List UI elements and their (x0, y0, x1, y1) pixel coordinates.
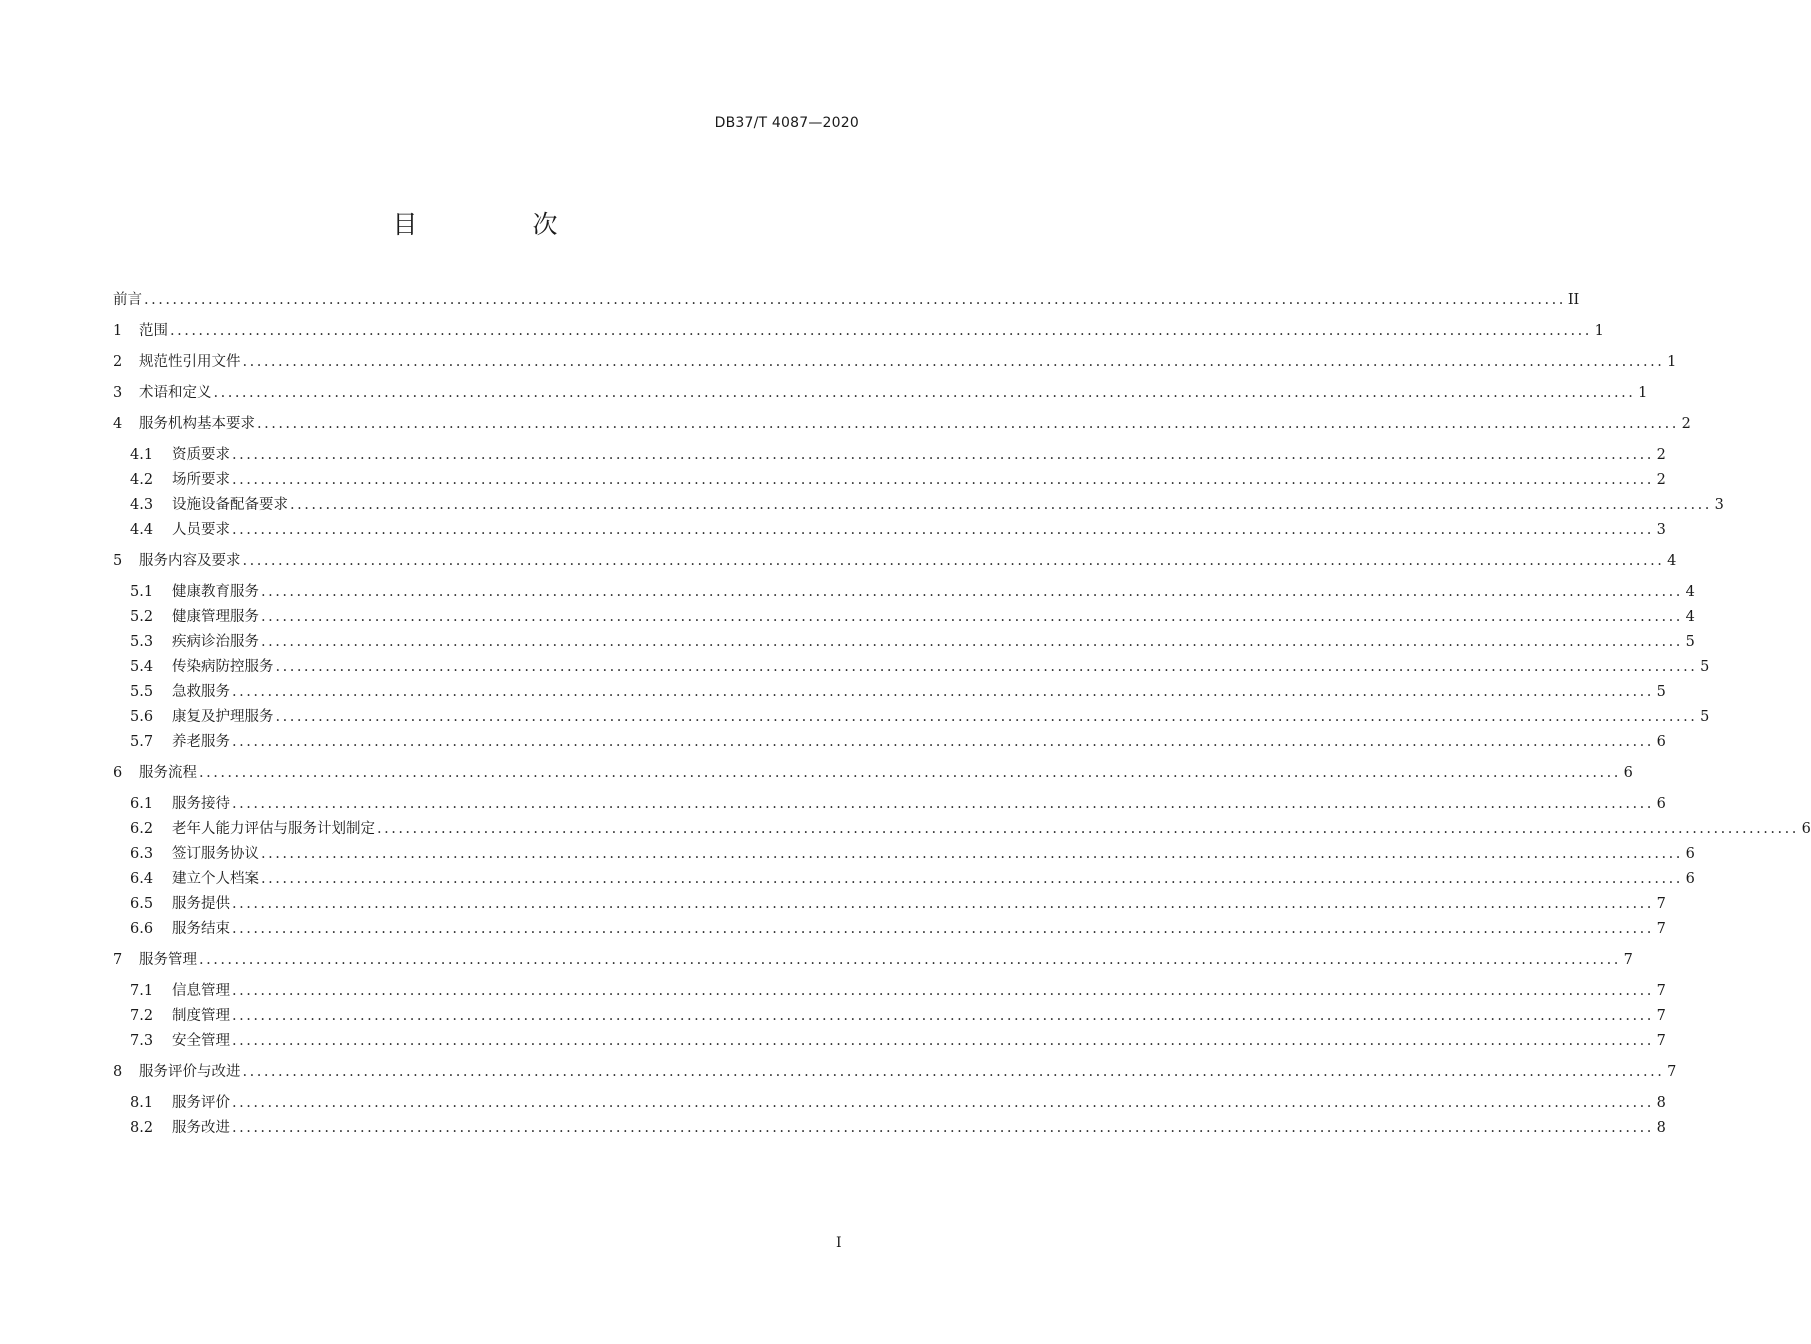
toc-entry-number: 4.2 (130, 472, 154, 488)
toc-entry-label: 服务接待 (172, 796, 230, 812)
toc-entry-number: 5.5 (130, 684, 154, 700)
toc-leader-dots: ........................................................................................................................................................................................................ (232, 1120, 1654, 1136)
toc-leader-dots: ........................................................................................................................................................................................................ (232, 734, 1654, 750)
toc-entry[interactable] (113, 286, 1580, 310)
toc-leader-dots: ........................................................................................................................................................................................................ (232, 921, 1654, 937)
toc-entry-page: 5 (1656, 684, 1666, 700)
toc-entry-page: 6 (1801, 821, 1811, 837)
toc-leader-dots: ........................................................................................................................................................................................................ (213, 385, 1636, 401)
toc-entry-number: 6.1 (130, 796, 154, 812)
toc-entry[interactable] (113, 865, 1695, 889)
toc-entry-page: 6 (1685, 846, 1695, 862)
toc-entry-label: 建立个人档案 (172, 871, 259, 887)
toc-entry-number: 2 (113, 354, 123, 370)
toc-entry-page: 5 (1700, 709, 1710, 725)
toc-entry[interactable] (113, 790, 1666, 814)
toc-entry[interactable] (113, 516, 1666, 540)
toc-entry-page: 4 (1667, 553, 1677, 569)
toc-entry[interactable] (113, 410, 1691, 434)
toc-entry-label: 服务机构基本要求 (139, 416, 255, 432)
toc-entry-number: 4.3 (130, 497, 154, 513)
toc-entry-number: 6 (113, 765, 123, 781)
toc-entry-label: 健康教育服务 (172, 584, 259, 600)
toc-entry-page: 5 (1685, 634, 1695, 650)
toc-entry-page: 3 (1714, 497, 1724, 513)
page-number: I (836, 1235, 842, 1251)
toc-entry-number: 6.5 (130, 896, 154, 912)
toc-entry-number: 7 (113, 952, 123, 968)
toc-entry[interactable] (113, 1114, 1666, 1138)
toc-entry-page: 7 (1656, 921, 1666, 937)
toc-entry[interactable] (113, 578, 1695, 602)
toc-entry-number: 4.1 (130, 447, 154, 463)
toc-entry-label: 信息管理 (172, 983, 230, 999)
toc-entry[interactable] (113, 890, 1666, 914)
toc-entry[interactable] (113, 603, 1695, 627)
toc-entry-page: 6 (1623, 765, 1633, 781)
toc-entry-page: 3 (1656, 522, 1666, 538)
toc-entry-number: 1 (113, 323, 123, 339)
toc-entry-number: 7.3 (130, 1033, 154, 1049)
toc-entry[interactable] (113, 348, 1677, 372)
toc-entry-page: 5 (1700, 659, 1710, 675)
toc-entry-page: 2 (1656, 472, 1666, 488)
toc-entry-label: 安全管理 (172, 1033, 230, 1049)
toc-entry-number: 4 (113, 416, 123, 432)
toc-entry-number: 6.4 (130, 871, 154, 887)
toc-entry-number: 8.1 (130, 1095, 154, 1111)
toc-entry[interactable] (113, 466, 1666, 490)
toc-entry-page: 4 (1685, 609, 1695, 625)
page-title: 目 次 (392, 210, 603, 239)
toc-entry[interactable] (113, 491, 1724, 515)
toc-leader-dots: ........................................................................................................................................................................................................ (242, 1064, 1665, 1080)
toc-entry-label: 服务内容及要求 (139, 553, 241, 569)
toc-entry-page: 7 (1656, 983, 1666, 999)
toc-entry[interactable] (113, 547, 1677, 571)
toc-entry-label: 人员要求 (172, 522, 230, 538)
toc-leader-dots: ........................................................................................................................................................................................................ (261, 634, 1683, 650)
toc-entry-page: 2 (1656, 447, 1666, 463)
toc-entry-label: 康复及护理服务 (172, 709, 274, 725)
toc-leader-dots: ........................................................................................................................................................................................................ (144, 292, 1566, 308)
toc-leader-dots: ........................................................................................................................................................................................................ (232, 522, 1654, 538)
toc-entry-number: 6.2 (130, 821, 154, 837)
toc-entry-page: 6 (1656, 796, 1666, 812)
toc-leader-dots: ........................................................................................................................................................................................................ (232, 796, 1654, 812)
toc-leader-dots: ........................................................................................................................................................................................................ (232, 472, 1654, 488)
toc-entry-label: 服务管理 (139, 952, 197, 968)
toc-entry-page: 7 (1656, 896, 1666, 912)
toc-entry-page: 7 (1656, 1033, 1666, 1049)
toc-entry-number: 6.3 (130, 846, 154, 862)
toc-entry-label: 制度管理 (172, 1008, 230, 1024)
toc-leader-dots: ........................................................................................................................................................................................................ (290, 497, 1712, 513)
toc-entry[interactable] (113, 703, 1710, 727)
toc-entry[interactable] (113, 1027, 1666, 1051)
toc-leader-dots: ........................................................................................................................................................................................................ (199, 952, 1621, 968)
toc-leader-dots: ........................................................................................................................................................................................................ (261, 871, 1683, 887)
toc-entry-page: 4 (1685, 584, 1695, 600)
toc-leader-dots: ........................................................................................................................................................................................................ (377, 821, 1799, 837)
toc-entry[interactable] (113, 628, 1695, 652)
toc-leader-dots: ........................................................................................................................................................................................................ (275, 709, 1698, 725)
toc-entry-label: 传染病防控服务 (172, 659, 274, 675)
toc-entry-label: 范围 (139, 323, 168, 339)
toc-entry[interactable] (113, 317, 1604, 341)
toc-entry[interactable] (113, 759, 1633, 783)
toc-entry-label: 健康管理服务 (172, 609, 259, 625)
toc-leader-dots: ........................................................................................................................................................................................................ (170, 323, 1592, 339)
toc-entry-label: 服务评价与改进 (139, 1064, 241, 1080)
toc-entry-page: 8 (1656, 1120, 1666, 1136)
toc-entry[interactable] (113, 728, 1666, 752)
toc-entry-page: 7 (1623, 952, 1633, 968)
toc-entry-number: 5.1 (130, 584, 154, 600)
toc-leader-dots: ........................................................................................................................................................................................................ (257, 416, 1679, 432)
toc-leader-dots: ........................................................................................................................................................................................................ (261, 584, 1683, 600)
toc-entry-number: 7.2 (130, 1008, 154, 1024)
toc-leader-dots: ........................................................................................................................................................................................................ (232, 1008, 1654, 1024)
toc-entry[interactable] (113, 1058, 1677, 1082)
toc-entry-label: 服务提供 (172, 896, 230, 912)
toc-entry-page: 7 (1667, 1064, 1677, 1080)
toc-entry-label: 服务评价 (172, 1095, 230, 1111)
toc-entry-label: 签订服务协议 (172, 846, 259, 862)
toc-entry[interactable] (113, 1002, 1666, 1026)
toc-leader-dots: ........................................................................................................................................................................................................ (275, 659, 1698, 675)
toc-entry-page: 1 (1638, 385, 1648, 401)
toc-entry-number: 3 (113, 385, 123, 401)
toc-entry-label: 服务改进 (172, 1120, 230, 1136)
toc-entry-page: 2 (1681, 416, 1691, 432)
toc-entry-label: 养老服务 (172, 734, 230, 750)
toc-entry[interactable] (113, 678, 1666, 702)
toc-entry-page: II (1567, 292, 1580, 308)
toc-entry[interactable] (113, 441, 1666, 465)
toc-entry[interactable] (113, 946, 1633, 970)
toc-entry-label: 设施设备配备要求 (172, 497, 288, 513)
toc-entry-number: 5.7 (130, 734, 154, 750)
toc-entry-number: 5 (113, 553, 123, 569)
toc-entry-label: 老年人能力评估与服务计划制定 (172, 821, 375, 837)
toc-entry-label: 疾病诊治服务 (172, 634, 259, 650)
toc-leader-dots: ........................................................................................................................................................................................................ (261, 846, 1683, 862)
toc-entry-label: 服务流程 (139, 765, 197, 781)
toc-entry-number: 5.6 (130, 709, 154, 725)
toc-entry[interactable] (113, 915, 1666, 939)
toc-entry-number: 8.2 (130, 1120, 154, 1136)
toc-entry-label: 场所要求 (172, 472, 230, 488)
toc-entry-number: 4.4 (130, 522, 154, 538)
toc-entry[interactable] (113, 815, 1811, 839)
toc-entry-label: 规范性引用文件 (139, 354, 241, 370)
toc-leader-dots: ........................................................................................................................................................................................................ (242, 553, 1665, 569)
toc-leader-dots: ........................................................................................................................................................................................................ (242, 354, 1665, 370)
toc-entry-number: 5.4 (130, 659, 154, 675)
toc-entry-label: 前言 (113, 292, 142, 308)
toc-entry[interactable] (113, 840, 1695, 864)
toc-entry-label: 术语和定义 (139, 385, 212, 401)
toc-entry-label: 急救服务 (172, 684, 230, 700)
toc-entry-number: 8 (113, 1064, 123, 1080)
toc-leader-dots: ........................................................................................................................................................................................................ (232, 896, 1654, 912)
toc-entry-number: 5.3 (130, 634, 154, 650)
standard-code: DB37/T 4087—2020 (714, 115, 859, 131)
toc-entry-page: 8 (1656, 1095, 1666, 1111)
toc-entry-label: 服务结束 (172, 921, 230, 937)
toc-entry-number: 5.2 (130, 609, 154, 625)
toc-leader-dots: ........................................................................................................................................................................................................ (232, 1095, 1654, 1111)
toc-leader-dots: ........................................................................................................................................................................................................ (199, 765, 1621, 781)
toc-entry-page: 6 (1656, 734, 1666, 750)
toc-entry-page: 1 (1594, 323, 1604, 339)
toc-entry[interactable] (113, 379, 1648, 403)
toc-leader-dots: ........................................................................................................................................................................................................ (232, 447, 1654, 463)
toc-leader-dots: ........................................................................................................................................................................................................ (232, 983, 1654, 999)
toc-leader-dots: ........................................................................................................................................................................................................ (232, 684, 1654, 700)
toc-entry-page: 6 (1685, 871, 1695, 887)
toc-entry-page: 7 (1656, 1008, 1666, 1024)
toc-leader-dots: ........................................................................................................................................................................................................ (232, 1033, 1654, 1049)
toc-entry[interactable] (113, 1089, 1666, 1113)
toc-entry-page: 1 (1667, 354, 1677, 370)
toc-entry[interactable] (113, 653, 1710, 677)
toc-entry-label: 资质要求 (172, 447, 230, 463)
toc-entry[interactable] (113, 977, 1666, 1001)
toc-entry-number: 6.6 (130, 921, 154, 937)
toc-entry-number: 7.1 (130, 983, 154, 999)
toc-leader-dots: ........................................................................................................................................................................................................ (261, 609, 1683, 625)
